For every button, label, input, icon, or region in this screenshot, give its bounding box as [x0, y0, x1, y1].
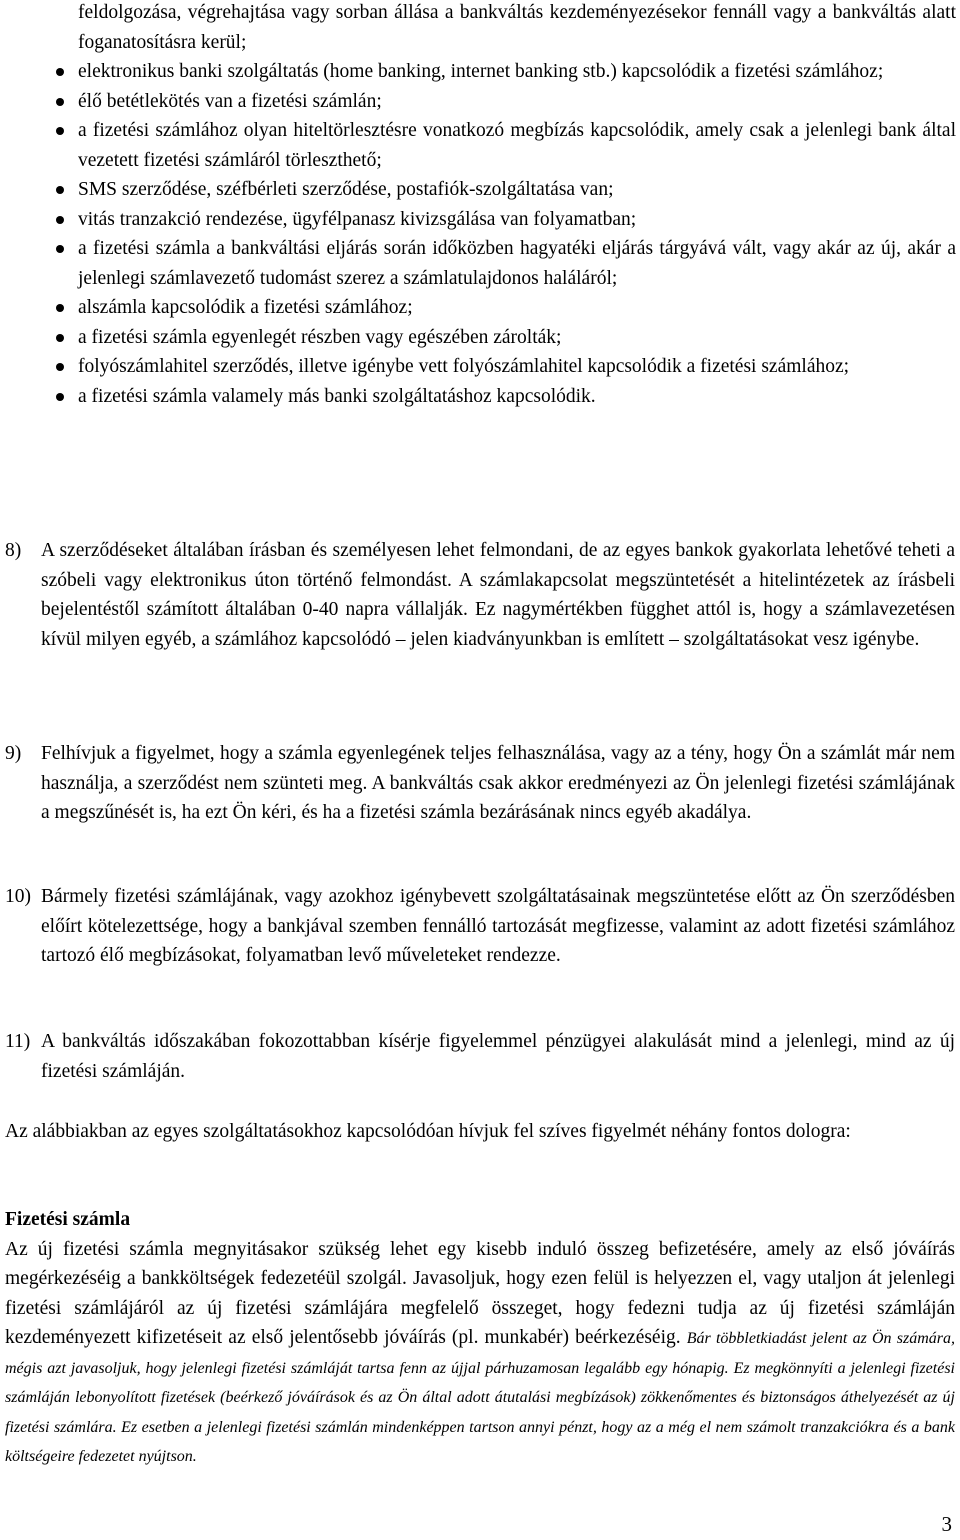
- numbered-item-8: 8) A szerződéseket általában írásban és személyesen lehet felmondani, de az egyes bankok gyakorlata lehetővé teheti a szóbeli vagy elektronikus úton történő felmondást. A számlakapcsolat megszüntetését a hitelintézetek az írásbeli bejelentéstől számított általában 0-40 napra vállalják. Ez nagymértékben függhet attól is, hogy a számlavezetésen kívül milyen egyéb, a számlához kapcsolódó – jelen kiadványunkban is említett – szolgáltatásokat vesz igénybe.: [5, 540, 955, 650]
- bullet-icon: [56, 393, 64, 401]
- list-item: a fizetési számla egyenlegét részben vagy egészében zárolták;: [56, 323, 956, 353]
- bullet-icon: [56, 186, 64, 194]
- list-item: a fizetési számlához olyan hiteltörlesztésre vonatkozó megbízás kapcsolódik, amely csak a jelenlegi bank által vezetett fizetési számláról törleszthető;: [56, 116, 956, 175]
- section-heading: Fizetési számla: [5, 1209, 131, 1230]
- bullet-icon: [56, 98, 64, 106]
- numbered-item-10: 10) Bármely fizetési számlájának, vagy azokhoz igénybevett szolgáltatásainak megszüntetése előtt az Ön szerződésben előírt kötelezettsége, hogy a bankjával szemben fennálló tartozását megfizesse, valamint az adott fizetési számlához tartozó élő megbízásokat, folyamatban levő műveleteket rendezze.: [5, 886, 955, 966]
- list-item: a fizetési számla a bankváltási eljárás során időközben hagyatéki eljárás tárgyává vált, vagy akár az új, akár a jelenlegi számlavezető tudomást szerez a számlatulajdonos haláláról;: [56, 234, 956, 293]
- list-item: elektronikus banki szolgáltatás (home banking, internet banking stb.) kapcsolódik a fizetési számlához;: [56, 57, 956, 87]
- section-body: Az új fizetési számla megnyitásakor szükség lehet egy kisebb induló összeg befizetésére, amely az első jóváírás megérkezéséig a bankköltségek fedezetéül szolgál. Javasoljuk, hogy ezen felül is helyezzen el, vagy utaljon át jelenlegi fizetési számlájáról az új fizetési számlájára megfelelő összeget, hogy fedezni tudja az új fizetési számláján kezdeményezett kifizetéseit az első jelentősebb jóváírás (pl. munkabér) beérkezéséig. Bár többletkiadást jelent az Ön számára, mégis azt javasoljuk, hogy jelenlegi fizetési számláját tartsa fenn az újjal párhuzamosan legalább egy hónapig. Ez megkönnyíti a jelenlegi fizetési számláján lebonyolított fizetések (beérkező jóváírások és az Ön által adott átutalási megbízások) zökkenőmentes és biztonságos áthelyezését az új fizetési számlára. Ez esetben a jelenlegi fizetési számlán mindenképpen tartson annyi pénzt, hogy az a még el nem számolt tranzakciókra és a bank költségeire fedezetet nyújtson.: [5, 1238, 955, 1465]
- section-note: Bár többletkiadást jelent az Ön számára, mégis azt javasoljuk, hogy jelenlegi fizetési számláját tartsa fenn az újjal párhuzamosan legalább egy hónapig. Ez megkönnyíti a jelenlegi fizetési számláján lebonyolított fizetések (beérkező jóváírások és az Ön által adott átutalási megbízások) zökkenőmentes és biztonságos áthelyezését az új fizetési számlára. Ez esetben a jelenlegi fizetési számlán mindenképpen tartson annyi pénzt, hogy az a még el nem számolt tranzakciókra és a bank költségeire fedezetet nyújtson.: [5, 1330, 955, 1465]
- bullet-icon: [56, 216, 64, 224]
- list-item: feldolgozása, végrehajtása vagy sorban állása a bankváltás kezdeményezésekor fennáll vagy a bankváltás alatt foganatosításra kerül;: [78, 2, 956, 53]
- bullet-icon: [56, 363, 64, 371]
- intro-paragraph: Az alábbiakban az egyes szolgáltatásokhoz kapcsolódóan hívjuk fel szíves figyelmét néhány fontos dologra:: [5, 1121, 851, 1142]
- bullet-icon: [56, 304, 64, 312]
- bullet-icon: [56, 245, 64, 253]
- list-item: vitás tranzakció rendezése, ügyfélpanasz kivizsgálása van folyamatban;: [56, 205, 956, 235]
- list-item: a fizetési számla valamely más banki szolgáltatáshoz kapcsolódik.: [56, 382, 956, 412]
- numbered-item-11: 11) A bankváltás időszakában fokozottabban kísérje figyelemmel pénzügyei alakulását mind a jelenlegi, mind az új fizetési számláján.: [5, 1031, 955, 1082]
- list-item: SMS szerződése, széfbérleti szerződése, postafiók-szolgáltatása van;: [56, 175, 956, 205]
- bullet-icon: [56, 127, 64, 135]
- bullet-icon: [56, 68, 64, 76]
- bullet-icon: [56, 334, 64, 342]
- list-item: élő betétlekötés van a fizetési számlán;: [56, 87, 956, 117]
- numbered-item-9: 9) Felhívjuk a figyelmet, hogy a számla egyenlegének teljes felhasználása, vagy az a tény, hogy Ön a számlát már nem használja, a szerződést nem szünteti meg. A bankváltás csak akkor eredményezi az Ön jelenlegi fizetési számlájának a megszűnését is, ha ezt Ön kéri, és ha a fizetési számla bezárásának nincs egyéb akadálya.: [5, 743, 955, 823]
- list-item: folyószámlahitel szerződés, illetve igénybe vett folyószámlahitel kapcsolódik a fizetési számlához;: [56, 352, 956, 382]
- section-fizetesi-szamla: [5, 1205, 955, 1471]
- bullet-list: [56, 0, 956, 411]
- list-item: alszámla kapcsolódik a fizetési számlához;: [56, 293, 956, 323]
- page-number: 3: [941, 1512, 952, 1536]
